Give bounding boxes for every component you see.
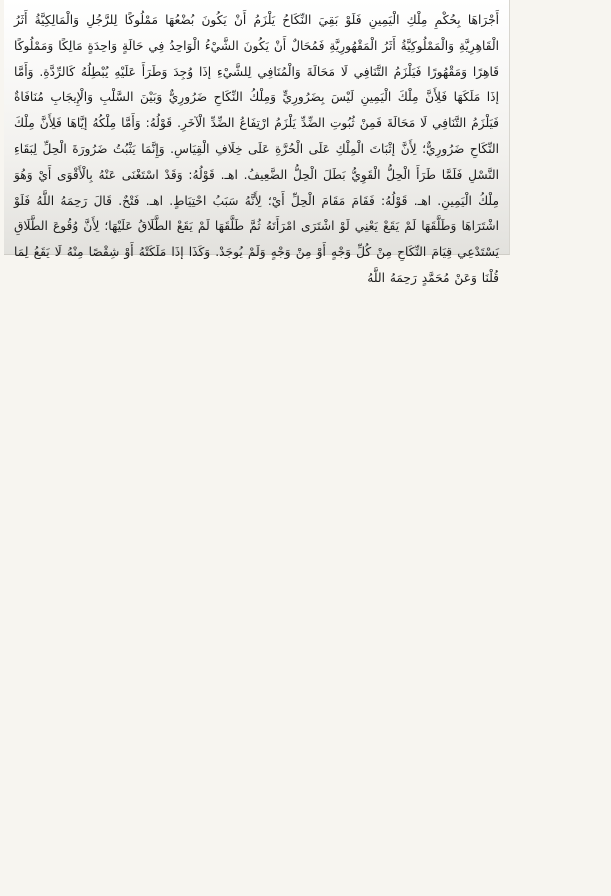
- scanned-text-image: [4, 0, 510, 285]
- arabic-body-text: أَجْرَاهَا بِحُكْمِ مِلْكِ الْيَمِينِ فَلَوْ بَقِيَ النِّكَاحُ يَلْزَمُ أَنْ يَكُونَ بُضْعُهَا مَمْلُوكًا لِلرَّجُلِ وَالْمَالِكِيَّةُ أَثَرُ الْقَاهِرِيَّةِ وَالْمَمْلُوكِيَّةُ أَثَرُ الْمَقْهُورِيَّةِ فَمُحَالٌ أَنْ يَكُونَ الشَّيْءُ الْوَاحِدُ فِي حَالَةٍ وَاحِدَةٍ مَالِكًا وَمَمْلُوكًا قَاهِرًا وَمَقْهُورًا فَيَلْزَمُ التَّنَافِي لَا مَحَالَةَ وَالْمُنَافِي لِلشَّيْءِ إذَا وُجِدَ وَطَرَأَ عَلَيْهِ يُبْطِلُهُ كَالرِّدَّةِ. وَأَمَّا إذَا مَلَكَهَا فَلِأَنَّ مِلْكَ الْيَمِينِ لَيْسَ بِضَرُورِيٍّ وَمِلْكُ النِّكَاحِ ضَرُورِيٌّ وَبَيْنَ السَّلْبِ وَالْإِيجَابِ مُنَافَاةٌ فَيَلْزَمُ التَّنَافِي لَا مَحَالَةَ فَمِنْ ثُبُوتِ الضِّدِّ يَلْزَمُ ارْتِفَاعُ الضِّدِّ الْآخَرِ. قَوْلُهُ: وَأَمَّا مِلْكُهُ إيَّاهَا فَلِأَنَّ مِلْكَ النِّكَاحِ ضَرُورِيٌّ؛ لِأَنَّ إثْبَاتَ الْمِلْكِ عَلَى الْحُرَّةِ عَلَى خِلَافِ الْقِيَاسِ. وَإِنَّمَا يَثْبُتُ ضَرُورَةَ الْحِلِّ لِبَقَاءِ النَّسْلِ فَلَمَّا طَرَأَ الْحِلُّ الْقَوِيُّ بَطَلَ الْحِلُّ الضَّعِيفُ. اهـ. قَوْلُهُ: وَقَدْ اسْتَغْنَى عَنْهُ بِالْأَقْوَى أَيْ وَهُوَ مِلْكُ الْيَمِينِ. اهـ. قَوْلُهُ: فَقَامَ مَقَامَ الْحِلِّ أَيْ؛ لِأَنَّهُ سَبَبُ احْتِيَاطٍ. اهـ. فَتْحٌ. قَالَ رَحِمَهُ اللَّهُ فَلَوْ اشْتَرَاهَا وَطَلَّقَهَا لَمْ يَقَعْ يَعْنِي لَوْ اشْتَرَى امْرَأَتَهُ ثُمَّ طَلَّقَهَا لَمْ يَقَعْ الطَّلَاقُ عَلَيْهَا؛ لِأَنَّ وُقُوعَ الطَّلَاقِ يَسْتَدْعِي قِيَامَ النِّكَاحِ مِنْ كُلِّ وَجْهٍ أَوْ مِنْ وَجْهٍ وَلَمْ يُوجَدْ. وَكَذَا إذَا مَلَكَتْهُ أَوْ شِقْصًا مِنْهُ لَا يَقَعُ لِمَا قُلْنَا وَعَنْ مُحَمَّدٍ رَحِمَهُ اللَّهُ: [14, 13, 499, 285]
